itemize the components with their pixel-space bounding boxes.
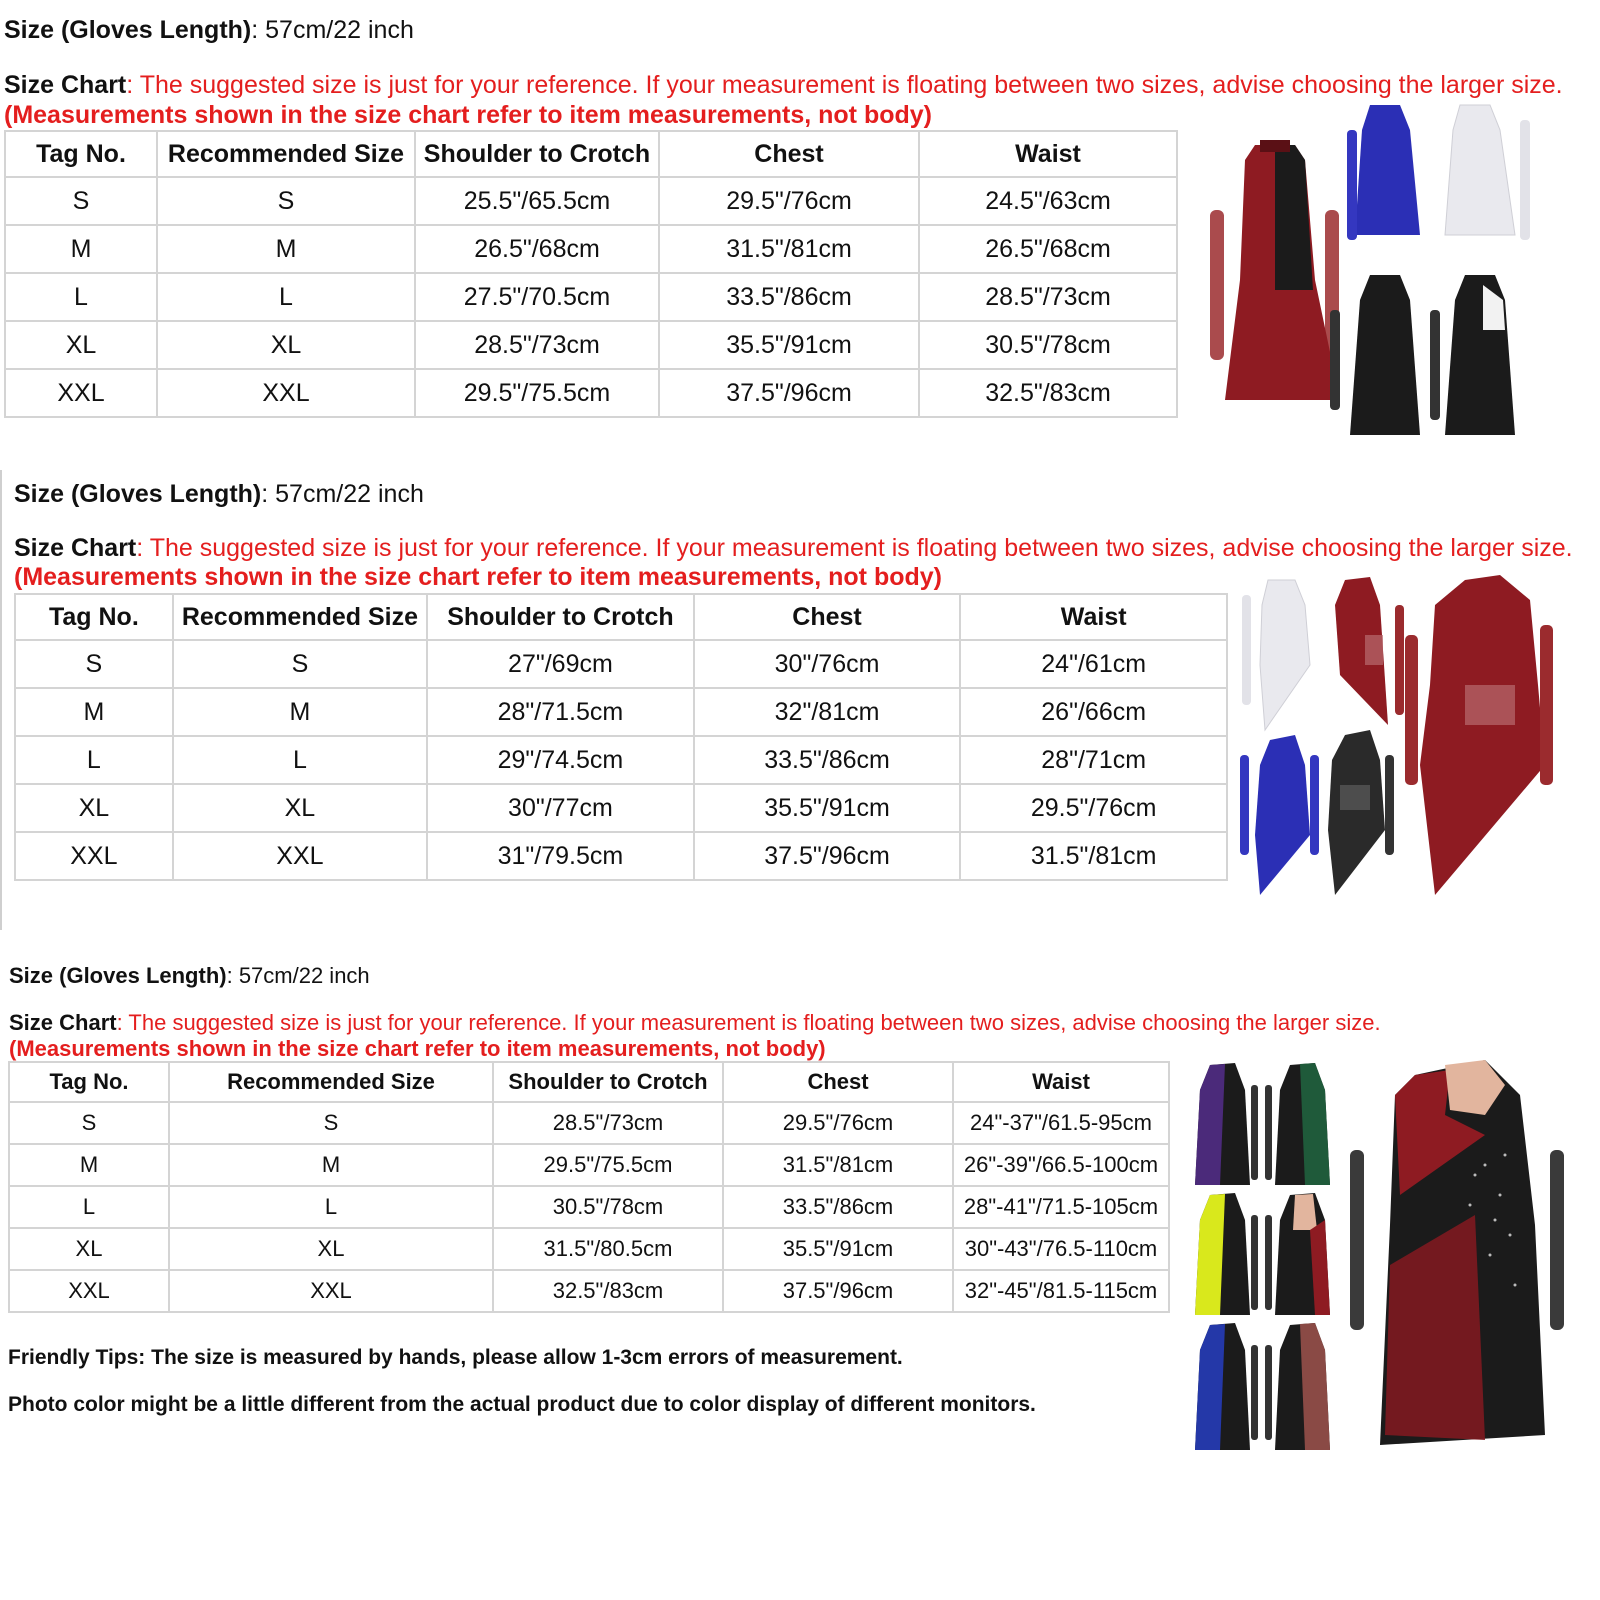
cell-chest: 33.5"/86cm bbox=[723, 1186, 953, 1228]
cell-chest: 35.5"/91cm bbox=[723, 1228, 953, 1270]
cell-shoulder: 25.5"/65.5cm bbox=[415, 177, 659, 225]
header-waist: Waist bbox=[953, 1062, 1169, 1102]
cell-waist: 24"-37"/61.5-95cm bbox=[953, 1102, 1169, 1144]
header-recommended-size: Recommended Size bbox=[173, 594, 427, 640]
cell-tag: M bbox=[15, 688, 173, 736]
cell-waist: 32"-45"/81.5-115cm bbox=[953, 1270, 1169, 1312]
cell-shoulder: 29.5"/75.5cm bbox=[493, 1144, 723, 1186]
cell-tag: S bbox=[9, 1102, 169, 1144]
table-row bbox=[15, 784, 1227, 832]
cell-shoulder: 30.5"/78cm bbox=[493, 1186, 723, 1228]
cell-recommended: S bbox=[173, 640, 427, 688]
friendly-tips: Friendly Tips: The size is measured by hands, please allow 1-3cm errors of measurement. bbox=[8, 1346, 903, 1369]
dress-blue bbox=[1347, 105, 1420, 240]
table-header-row bbox=[5, 131, 1177, 177]
cell-waist: 31.5"/81cm bbox=[960, 832, 1227, 880]
dress-white bbox=[1445, 105, 1530, 240]
measurement-note: (Measurements shown in the size chart refer to item measurements, not body) bbox=[9, 1036, 826, 1061]
cell-chest: 30"/76cm bbox=[694, 640, 961, 688]
table-row bbox=[5, 369, 1177, 417]
cell-shoulder: 29.5"/75.5cm bbox=[415, 369, 659, 417]
cell-recommended: XXL bbox=[157, 369, 415, 417]
cell-tag: XL bbox=[9, 1228, 169, 1270]
product-photo-1 bbox=[1205, 100, 1595, 445]
cell-tag: XXL bbox=[15, 832, 173, 880]
gloves-length-value: : 57cm/22 inch bbox=[251, 16, 414, 44]
cell-waist: 30.5"/78cm bbox=[919, 321, 1177, 369]
header-shoulder-to-crotch: Shoulder to Crotch bbox=[415, 131, 659, 177]
dress-green-black bbox=[1265, 1063, 1330, 1185]
table-row bbox=[5, 225, 1177, 273]
dress-red-black bbox=[1210, 140, 1340, 400]
size-table-2 bbox=[14, 593, 1228, 881]
header-recommended-size: Recommended Size bbox=[157, 131, 415, 177]
cell-shoulder: 32.5"/83cm bbox=[493, 1270, 723, 1312]
cell-recommended: XL bbox=[169, 1228, 493, 1270]
cell-chest: 37.5"/96cm bbox=[659, 369, 919, 417]
cell-chest: 35.5"/91cm bbox=[694, 784, 961, 832]
header-chest: Chest bbox=[723, 1062, 953, 1102]
cell-tag: S bbox=[5, 177, 157, 225]
gloves-length-value: : 57cm/22 inch bbox=[226, 963, 370, 988]
cell-waist: 26.5"/68cm bbox=[919, 225, 1177, 273]
table-row bbox=[15, 736, 1227, 784]
cell-recommended: XXL bbox=[173, 832, 427, 880]
gloves-length-line bbox=[4, 16, 414, 45]
cell-shoulder: 27.5"/70.5cm bbox=[415, 273, 659, 321]
size-chart-text: : The suggested size is just for your reference. If your measurement is floating between two sizes, advise choosing the larger size. bbox=[126, 71, 1563, 99]
dress-black-white bbox=[1430, 275, 1515, 435]
dress-blue-black bbox=[1195, 1323, 1258, 1450]
cell-chest: 29.5"/76cm bbox=[659, 177, 919, 225]
cell-tag: XXL bbox=[5, 369, 157, 417]
table-header-row bbox=[15, 594, 1227, 640]
header-tag-no: Tag No. bbox=[5, 131, 157, 177]
dress-blue-asym bbox=[1240, 735, 1319, 895]
dress-black bbox=[1330, 275, 1420, 435]
dress-brown-black bbox=[1265, 1323, 1330, 1450]
cell-recommended: S bbox=[157, 177, 415, 225]
cell-shoulder: 26.5"/68cm bbox=[415, 225, 659, 273]
size-table-3 bbox=[8, 1061, 1170, 1313]
table-row bbox=[5, 273, 1177, 321]
product-photo-2 bbox=[1240, 575, 1595, 915]
table-header-row bbox=[9, 1062, 1169, 1102]
table-row bbox=[15, 688, 1227, 736]
size-chart-line bbox=[4, 71, 1563, 100]
cell-recommended: L bbox=[169, 1186, 493, 1228]
cell-chest: 33.5"/86cm bbox=[694, 736, 961, 784]
table-row bbox=[5, 177, 1177, 225]
measurement-note: (Measurements shown in the size chart refer to item measurements, not body) bbox=[4, 101, 932, 129]
table-row bbox=[15, 640, 1227, 688]
cell-tag: L bbox=[5, 273, 157, 321]
cell-shoulder: 31"/79.5cm bbox=[427, 832, 694, 880]
header-tag-no: Tag No. bbox=[15, 594, 173, 640]
dress-white-asym bbox=[1242, 580, 1310, 730]
cell-shoulder: 28"/71.5cm bbox=[427, 688, 694, 736]
dress-red-black-large bbox=[1350, 1060, 1564, 1445]
dress-red-asym-large bbox=[1405, 575, 1553, 895]
measurement-note: (Measurements shown in the size chart refer to item measurements, not body) bbox=[14, 563, 942, 591]
cell-tag: L bbox=[15, 736, 173, 784]
table-row bbox=[9, 1228, 1169, 1270]
cell-waist: 29.5"/76cm bbox=[960, 784, 1227, 832]
cell-recommended: M bbox=[157, 225, 415, 273]
table-row bbox=[9, 1186, 1169, 1228]
cell-recommended: M bbox=[173, 688, 427, 736]
cell-recommended: S bbox=[169, 1102, 493, 1144]
table-row bbox=[15, 832, 1227, 880]
size-chart-text: : The suggested size is just for your reference. If your measurement is floating between two sizes, advise choosing the larger size. bbox=[116, 1010, 1381, 1035]
cell-recommended: L bbox=[173, 736, 427, 784]
header-waist: Waist bbox=[960, 594, 1227, 640]
dress-black-asym bbox=[1328, 730, 1394, 895]
header-waist: Waist bbox=[919, 131, 1177, 177]
size-chart-label: Size Chart bbox=[9, 1010, 117, 1035]
cell-tag: L bbox=[9, 1186, 169, 1228]
dress-red-asym-small bbox=[1335, 577, 1404, 725]
size-chart-text: : The suggested size is just for your reference. If your measurement is floating between two sizes, advise choosing the larger size. bbox=[136, 534, 1573, 562]
cell-waist: 26"/66cm bbox=[960, 688, 1227, 736]
table-row bbox=[9, 1102, 1169, 1144]
cell-recommended: M bbox=[169, 1144, 493, 1186]
gloves-length-value: : 57cm/22 inch bbox=[261, 480, 424, 508]
header-tag-no: Tag No. bbox=[9, 1062, 169, 1102]
cell-shoulder: 28.5"/73cm bbox=[415, 321, 659, 369]
cell-chest: 37.5"/96cm bbox=[694, 832, 961, 880]
cell-waist: 32.5"/83cm bbox=[919, 369, 1177, 417]
cell-chest: 37.5"/96cm bbox=[723, 1270, 953, 1312]
product-photo-3 bbox=[1185, 1055, 1595, 1485]
cell-chest: 33.5"/86cm bbox=[659, 273, 919, 321]
gloves-length-label: Size (Gloves Length) bbox=[9, 963, 227, 988]
cell-tag: XL bbox=[5, 321, 157, 369]
cell-tag: XXL bbox=[9, 1270, 169, 1312]
cell-chest: 32"/81cm bbox=[694, 688, 961, 736]
cell-recommended: XL bbox=[173, 784, 427, 832]
dress-nude-black bbox=[1265, 1193, 1330, 1315]
cell-shoulder: 29"/74.5cm bbox=[427, 736, 694, 784]
table-row bbox=[9, 1270, 1169, 1312]
dress-purple-black bbox=[1195, 1063, 1258, 1185]
section-divider bbox=[0, 470, 2, 930]
gloves-length-line bbox=[14, 480, 424, 509]
gloves-length-line bbox=[9, 963, 370, 989]
size-chart-label: Size Chart bbox=[14, 534, 137, 562]
gloves-length-label: Size (Gloves Length) bbox=[4, 16, 252, 44]
header-chest: Chest bbox=[659, 131, 919, 177]
size-chart-line bbox=[14, 534, 1573, 563]
cell-chest: 35.5"/91cm bbox=[659, 321, 919, 369]
cell-shoulder: 28.5"/73cm bbox=[493, 1102, 723, 1144]
header-shoulder-to-crotch: Shoulder to Crotch bbox=[493, 1062, 723, 1102]
table-row bbox=[9, 1144, 1169, 1186]
header-shoulder-to-crotch: Shoulder to Crotch bbox=[427, 594, 694, 640]
cell-waist: 24"/61cm bbox=[960, 640, 1227, 688]
cell-recommended: XXL bbox=[169, 1270, 493, 1312]
size-chart-label: Size Chart bbox=[4, 71, 127, 99]
cell-shoulder: 30"/77cm bbox=[427, 784, 694, 832]
gloves-length-label: Size (Gloves Length) bbox=[14, 480, 262, 508]
header-chest: Chest bbox=[694, 594, 961, 640]
size-chart-line bbox=[9, 1010, 1381, 1036]
cell-waist: 26"-39"/66.5-100cm bbox=[953, 1144, 1169, 1186]
cell-recommended: XL bbox=[157, 321, 415, 369]
cell-waist: 24.5"/63cm bbox=[919, 177, 1177, 225]
cell-chest: 29.5"/76cm bbox=[723, 1102, 953, 1144]
cell-waist: 28.5"/73cm bbox=[919, 273, 1177, 321]
cell-chest: 31.5"/81cm bbox=[659, 225, 919, 273]
table-row bbox=[5, 321, 1177, 369]
header-recommended-size: Recommended Size bbox=[169, 1062, 493, 1102]
cell-waist: 30"-43"/76.5-110cm bbox=[953, 1228, 1169, 1270]
cell-waist: 28"/71cm bbox=[960, 736, 1227, 784]
cell-shoulder: 27"/69cm bbox=[427, 640, 694, 688]
dress-yellow-black bbox=[1195, 1193, 1258, 1315]
cell-recommended: L bbox=[157, 273, 415, 321]
size-table-1 bbox=[4, 130, 1178, 418]
cell-tag: S bbox=[15, 640, 173, 688]
cell-tag: XL bbox=[15, 784, 173, 832]
cell-waist: 28"-41"/71.5-105cm bbox=[953, 1186, 1169, 1228]
cell-chest: 31.5"/81cm bbox=[723, 1144, 953, 1186]
cell-tag: M bbox=[9, 1144, 169, 1186]
photo-color-note: Photo color might be a little different from the actual product due to color display of different monitors. bbox=[8, 1393, 1036, 1416]
cell-shoulder: 31.5"/80.5cm bbox=[493, 1228, 723, 1270]
cell-tag: M bbox=[5, 225, 157, 273]
